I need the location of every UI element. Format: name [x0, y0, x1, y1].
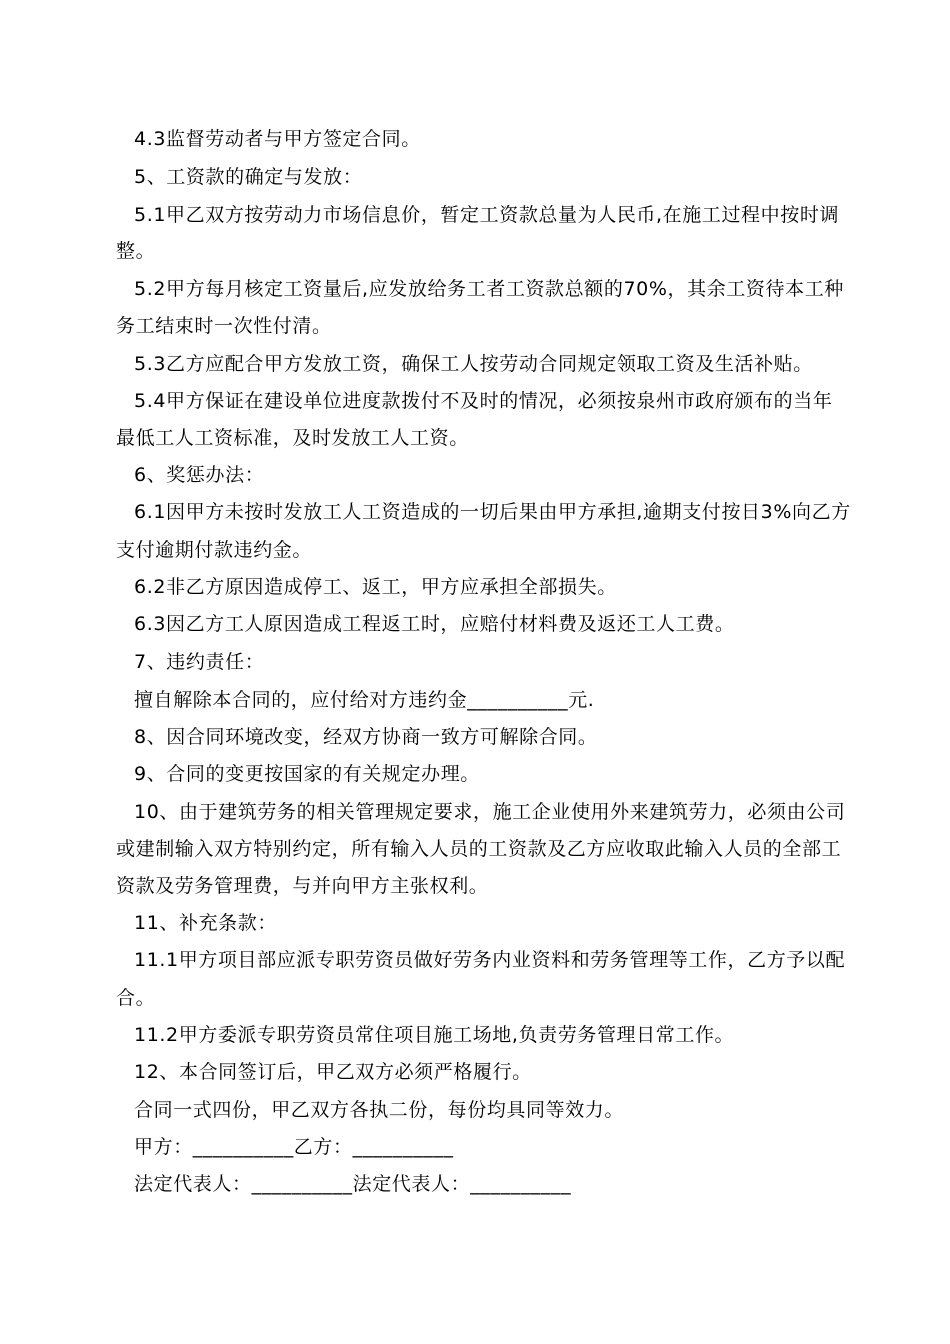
clause-5-1-line-2: 整。	[116, 240, 156, 262]
section-9: 9、合同的变更按国家的有关规定办理。	[134, 763, 480, 785]
section-5-heading: 5、工资款的确定与发放：	[134, 166, 363, 188]
section-10-line-1: 10、由于建筑劳务的相关管理规定要求，施工企业使用外来建筑劳力，必须由公司	[134, 801, 846, 823]
clause-6-2: 6.2非乙方原因造成停工、返工，甲方应承担全部损失。	[134, 576, 617, 598]
clause-5-2-line-1: 5.2甲方每月核定工资量后,应发放给务工者工资款总额的70%，其余工资待本工种	[134, 278, 844, 300]
copies-clause: 合同一式四份，甲乙双方各执二份，每份均具同等效力。	[134, 1099, 625, 1121]
clause-5-2-line-2: 务工结束时一次性付清。	[116, 315, 332, 337]
clause-6-1-line-2: 支付逾期付款违约金。	[116, 539, 313, 561]
clause-4-3: 4.3监督劳动者与甲方签定合同。	[134, 128, 421, 150]
clause-6-3: 6.3因乙方工人原因造成工程返工时，应赔付材料费及返还工人工费。	[134, 613, 735, 635]
clause-5-4-line-2: 最低工人工资标准，及时发放工人工资。	[116, 427, 469, 449]
section-11-heading: 11、补充条款：	[134, 912, 277, 934]
section-6-heading: 6、奖惩办法：	[134, 464, 265, 486]
clause-11-1-line-1: 11.1甲方项目部应派专职劳资员做好劳务内业资料和劳务管理等工作，乙方予以配	[134, 949, 846, 971]
clause-5-3: 5.3乙方应配合甲方发放工资，确保工人按劳动合同规定领取工资及生活补贴。	[134, 353, 813, 375]
clause-7-text: 擅自解除本合同的，应付给对方违约金__________元.	[134, 689, 595, 711]
section-7-heading: 7、违约责任：	[134, 651, 265, 673]
section-8: 8、因合同环境改变，经双方协商一致方可解除合同。	[134, 726, 598, 748]
clause-11-2: 11.2甲方委派专职劳资员常住项目施工场地,负责劳务管理日常工作。	[134, 1024, 735, 1046]
section-10-line-2: 或建制输入双方特别约定，所有输入人员的工资款及乙方应收取此输入人员的全部工	[116, 838, 842, 860]
clause-11-1-line-2: 合。	[116, 987, 156, 1009]
clause-5-4-line-1: 5.4甲方保证在建设单位进度款拨付不及时的情况，必须按泉州市政府颁布的当年	[134, 390, 833, 412]
party-signature-line: 甲方：__________乙方：__________	[134, 1136, 454, 1158]
section-10-line-3: 资款及劳务管理费，与并向甲方主张权利。	[116, 875, 489, 897]
section-12: 12、本合同签订后，甲乙双方必须严格履行。	[134, 1061, 532, 1083]
legal-representative-line: 法定代表人：__________法定代表人：__________	[134, 1173, 572, 1195]
clause-5-1-line-1: 5.1甲乙双方按劳动力市场信息价，暂定工资款总量为人民币,在施工过程中按时调	[134, 204, 840, 226]
clause-6-1-line-1: 6.1因甲方未按时发放工人工资造成的一切后果由甲方承担,逾期支付按日3%向乙方	[134, 501, 851, 523]
